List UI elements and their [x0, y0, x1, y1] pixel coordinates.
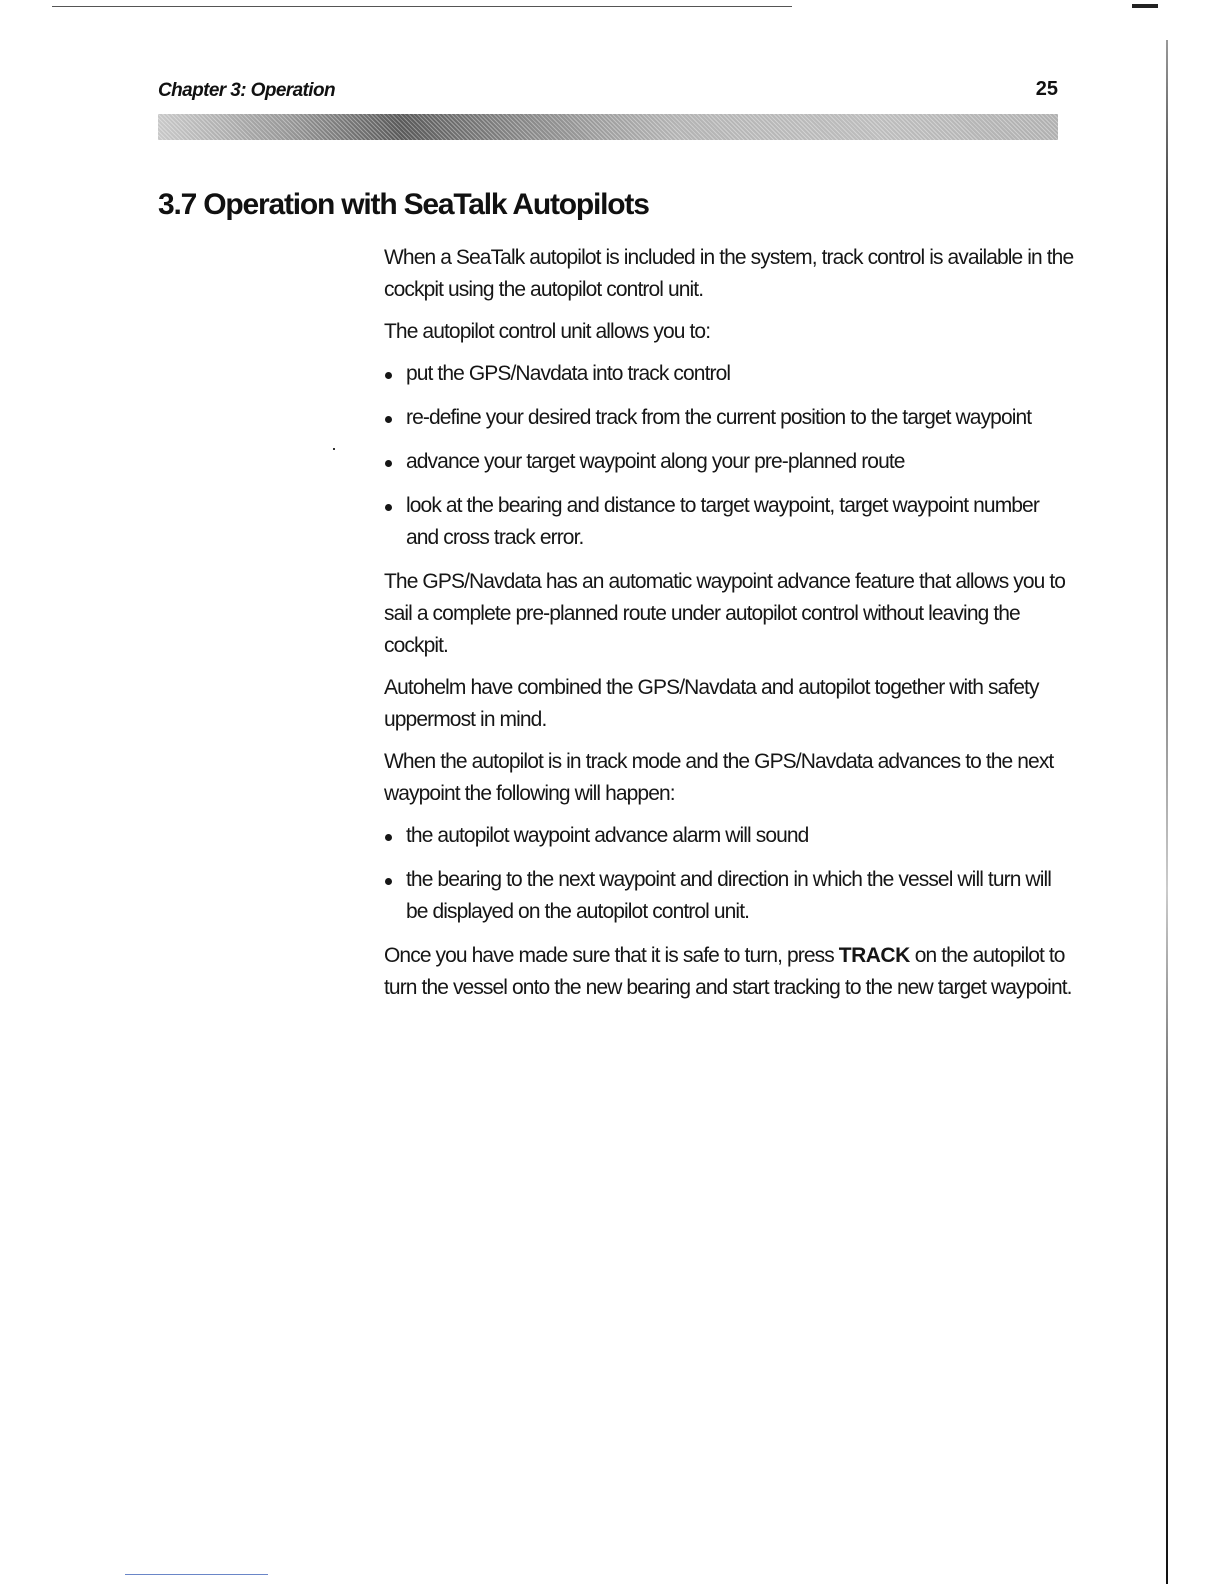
scan-bottom-line [125, 1574, 268, 1575]
section-title: 3.7 Operation with SeaTalk Autopilots [158, 188, 649, 221]
list-item: advance your target waypoint along your pre-planned route [384, 446, 1074, 478]
events-list [384, 820, 1074, 928]
list-item: re-define your desired track from the current position to the target waypoint [384, 402, 1074, 434]
body-text [384, 242, 1074, 1014]
list-item: the bearing to the next waypoint and direction in which the vessel will turn will be displayed on the autopilot control unit. [384, 864, 1074, 928]
allows-intro-paragraph: The autopilot control unit allows you to: [384, 320, 711, 343]
running-header [158, 76, 1058, 112]
page-number: 25 [1035, 78, 1058, 100]
track-key-label: TRACK [838, 944, 910, 967]
list-item: the autopilot waypoint advance alarm will sound [384, 820, 1074, 852]
safety-paragraph: Autohelm have combined the GPS/Navdata and autopilot together with safety uppermost in mind. [384, 676, 1039, 731]
chapter-label: Chapter 3: Operation [158, 80, 335, 101]
track-mode-paragraph: When the autopilot is in track mode and the GPS/Navdata advances to the next waypoint the following will happen: [384, 750, 1054, 805]
list-item: look at the bearing and distance to target waypoint, target waypoint number and cross track error. [384, 490, 1074, 554]
scan-speck [333, 448, 335, 450]
scan-top-line [52, 6, 792, 7]
scan-top-mark [1132, 4, 1158, 8]
header-shaded-bar [158, 114, 1058, 140]
final-text-after: on the autopilot to turn the vessel onto the new bearing and start tracking to the new target waypoint. [384, 944, 1072, 999]
final-paragraph [384, 940, 1074, 1004]
capabilities-list [384, 358, 1074, 554]
auto-advance-paragraph: The GPS/Navdata has an automatic waypoint advance feature that allows you to sail a complete pre-planned route under autopilot control without leaving the cockpit. [384, 570, 1066, 657]
intro-paragraph: When a SeaTalk autopilot is included in the system, track control is available in the cockpit using the autopilot control unit. [384, 246, 1074, 301]
list-item: put the GPS/Navdata into track control [384, 358, 1074, 390]
final-text-before: Once you have made sure that it is safe to turn, press [384, 944, 834, 967]
scan-page-edge [1166, 40, 1168, 1584]
